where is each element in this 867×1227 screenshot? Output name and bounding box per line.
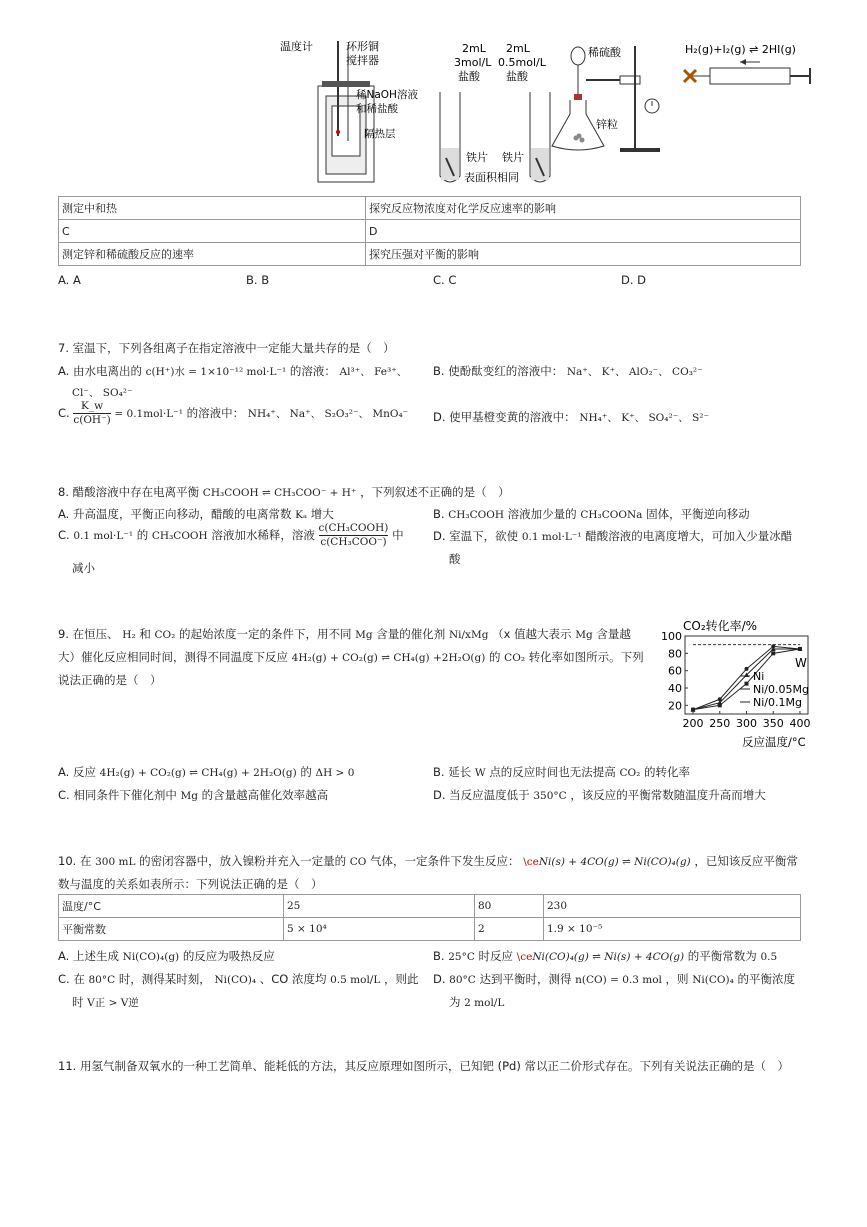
- option-math: 350°C: [533, 790, 567, 802]
- q7-option-d[interactable]: [433, 409, 709, 425]
- option-text: D. 室温下，欲使: [433, 529, 519, 543]
- stem-equation: 4H₂(g) + CO₂(g) ⇌ CH₄(g) +2H₂O(g): [291, 652, 486, 664]
- table-cell: 探究反应物浓度对化学反应速率的影响: [366, 197, 801, 220]
- option-text: D. 使甲基橙变黄的溶液中：: [433, 410, 576, 424]
- y-tick-label: 100: [661, 630, 682, 643]
- option-text: 增大: [310, 507, 334, 521]
- option-text: 时，测得某时刻，: [118, 972, 211, 986]
- x-axis-label: 反应温度/°C: [742, 735, 806, 749]
- label-iron-left: 铁片: [466, 151, 488, 164]
- stem-text: ，下列叙述不正确的是（ ）: [360, 485, 510, 499]
- test-tubes-figure: [440, 92, 550, 182]
- legend-label: Ni/0.1Mg: [753, 696, 802, 709]
- option-math: 80°C: [88, 974, 116, 986]
- stem-text: 含量的催化剂: [376, 627, 446, 641]
- table-header-cell: 温度/°C: [59, 895, 284, 918]
- q8-option-d-line2: 酸: [449, 552, 461, 566]
- option-ions: NH₄⁺、 K⁺、 SO₄²⁻、 S²⁻: [579, 412, 710, 424]
- q7-option-a[interactable]: [58, 363, 407, 379]
- option-chem: Ni(CO)₄: [214, 974, 257, 986]
- q6-table: [58, 196, 801, 266]
- option-chem: Mg: [180, 790, 198, 802]
- option-chem: CH₃COOH: [151, 530, 208, 542]
- fraction: [319, 522, 389, 549]
- label-area-note: 表面积相同: [464, 171, 519, 184]
- table-cell: 测定中和热: [59, 197, 366, 220]
- data-point: [745, 682, 749, 686]
- label-left-acid: 盐酸: [458, 70, 480, 83]
- stem-chem: H₂: [122, 629, 136, 641]
- stem-text: 9. 在恒压、: [58, 627, 119, 641]
- q8-option-a[interactable]: [58, 506, 334, 522]
- stem-chem: Mg: [355, 629, 373, 641]
- x-tick-label: 200: [682, 717, 704, 730]
- data-point: [798, 647, 802, 651]
- legend-label: Ni/0.05Mg: [753, 683, 809, 696]
- table-cell: C: [59, 220, 366, 243]
- q8-stem: [58, 484, 510, 500]
- q6-option-a[interactable]: A. A: [58, 273, 81, 287]
- option-equation: 4H₂(g) + CO₂(g) ⇌ CH₄(g) + 2H₂O(g): [99, 767, 297, 779]
- table-row: [59, 220, 801, 243]
- q9-option-c[interactable]: [58, 787, 328, 803]
- stem-math: 300 mL: [95, 856, 136, 868]
- option-math: = 0.1mol·L⁻¹: [114, 408, 183, 420]
- option-chem: CH₃COONa: [580, 509, 643, 521]
- fraction-denominator: c(CH₃COO⁻): [320, 536, 387, 548]
- q8-option-b[interactable]: [433, 506, 750, 522]
- y-tick-label: 80: [668, 647, 682, 661]
- q6-option-c[interactable]: C. C: [433, 273, 457, 287]
- q10-option-d-line2: [449, 994, 504, 1010]
- option-text: B. 延长: [433, 765, 472, 779]
- stem-chem: CO: [349, 856, 367, 868]
- label-solution-2: 和稀盐酸: [356, 103, 398, 115]
- option-text: 时: [72, 995, 84, 1009]
- option-math: V正 > V逆: [87, 997, 139, 1009]
- data-point: [771, 644, 775, 648]
- table-cell: 探究压强对平衡的影响: [366, 243, 801, 266]
- option-math: c(H⁺)水 = 1×10⁻¹² mol·L⁻¹: [145, 366, 287, 378]
- option-text: 的: [300, 765, 312, 779]
- fraction-numerator: c(CH₃COOH): [318, 522, 389, 534]
- stem-equation: Ni(s) + 4CO(g) ⇌ Ni(CO)₄(g): [538, 856, 691, 868]
- option-latex-prefix: \ce: [516, 951, 533, 963]
- chart-title: CO₂转化率/%: [683, 619, 758, 633]
- stem-text: 的起始浓度一定的条件下，用不同: [179, 627, 352, 641]
- q9-stem-line1: [58, 626, 631, 642]
- q10-stem-line1: [58, 853, 798, 869]
- q9-option-a[interactable]: [58, 764, 354, 780]
- x-tick-label: 250: [709, 717, 731, 730]
- option-text: B. 使酚酞变红的溶液中：: [433, 364, 564, 378]
- stem-text: 转化率如图所示。下列: [528, 650, 644, 664]
- fraction-denominator: c(OH⁻): [73, 414, 111, 426]
- option-math: 0.5 mol/L: [330, 974, 381, 986]
- option-text: 的反应为吸热反应: [182, 949, 275, 963]
- data-point: [745, 667, 749, 671]
- stem-text: 10. 在: [58, 854, 92, 868]
- option-label: C.: [58, 406, 70, 420]
- label-left-conc: 3mol/L: [454, 56, 492, 69]
- option-math: ΔH > 0: [315, 767, 355, 779]
- label-zinc: 锌粒: [596, 118, 618, 131]
- option-text: ，则: [665, 972, 689, 986]
- label-equilibrium-eq: H₂(g)+I₂(g) ⇌ 2HI(g): [685, 43, 796, 56]
- option-chem: Ni(CO)₄: [692, 974, 734, 986]
- label-iron-right: 铁片: [502, 151, 524, 164]
- q10-option-b[interactable]: [433, 948, 777, 964]
- annotation-w: W: [795, 656, 807, 670]
- option-text: D. 当反应温度低于: [433, 788, 530, 802]
- option-chem: Ni(CO)₄(g): [122, 951, 180, 963]
- option-text: A. 由水电离出的: [58, 364, 142, 378]
- table-header-cell: 80: [475, 895, 544, 918]
- co2-conversion-chart: [650, 616, 820, 751]
- q9-stem-line3: 说法正确的是（ ）: [58, 673, 162, 687]
- q9-option-d[interactable]: [433, 787, 766, 803]
- option-text: 、CO 浓度均: [259, 972, 327, 986]
- q10-option-c[interactable]: [58, 971, 418, 987]
- label-right-acid: 盐酸: [506, 70, 528, 83]
- option-text: ，该反应的平衡常数随温度升高而增大: [570, 788, 766, 802]
- syringe-figure: [684, 59, 810, 84]
- option-text: 达到平衡时，测得: [479, 972, 572, 986]
- option-ions: Al³⁺、 Fe³⁺、: [339, 366, 408, 378]
- stem-text: 大）催化反应相同时间，测得不同温度下反应: [58, 650, 288, 664]
- option-text: 的: [136, 528, 149, 542]
- option-label: D.: [433, 972, 446, 986]
- option-text: 的平衡常数为: [687, 949, 757, 963]
- data-point: [718, 697, 722, 701]
- y-tick-label: 20: [668, 699, 682, 713]
- stem-text: 和: [139, 627, 151, 641]
- x-tick-label: 400: [789, 717, 811, 730]
- option-ions: Na⁺、 K⁺、 AlO₂⁻、 CO₃²⁻: [566, 366, 703, 378]
- option-text: 时反应: [478, 949, 514, 963]
- option-text: 的转化率: [643, 765, 690, 779]
- table-cell: 1.9 × 10⁻⁵: [544, 918, 801, 941]
- stem-text: ，已知该反应平衡常: [694, 854, 798, 868]
- data-point: [771, 651, 775, 655]
- option-text: 固体，平衡逆向移动: [646, 507, 750, 521]
- option-math: Kₐ: [295, 509, 308, 521]
- q7-option-b[interactable]: [433, 363, 703, 379]
- label-stirrer-1: 环形铜: [346, 40, 379, 53]
- stem-text: 含量越: [596, 627, 631, 641]
- y-tick-label: 60: [668, 664, 682, 678]
- option-math: 80°C: [449, 974, 476, 986]
- q8-option-c[interactable]: [58, 522, 404, 549]
- q8-option-d[interactable]: [433, 528, 792, 544]
- option-text: 溶液加水稀释，溶液: [211, 528, 315, 542]
- q10-option-a[interactable]: [58, 948, 275, 964]
- option-text: A. 升高温度，平衡正向移动，醋酸的电离常数: [58, 507, 292, 521]
- option-text: 点的反应时间也无法提高: [489, 765, 616, 779]
- x-tick-label: 350: [762, 717, 784, 730]
- label-acid: 稀硫酸: [588, 46, 621, 59]
- option-text: A. 反应: [58, 765, 96, 779]
- stem-chem: CO₂: [154, 629, 176, 641]
- table-cell: 5 × 10⁴: [284, 918, 475, 941]
- stem-latex-prefix: \ce: [523, 856, 539, 868]
- label-stirrer-2: 搅拌器: [346, 54, 379, 67]
- q6-option-b[interactable]: B. B: [246, 273, 270, 287]
- stem-text: 的: [489, 650, 501, 664]
- option-math: 0.5: [760, 951, 778, 963]
- option-ions: NH₄⁺、 Na⁺、 S₂O₃²⁻、 MnO₄⁻: [247, 408, 409, 420]
- q6-option-d[interactable]: D. D: [621, 273, 647, 287]
- label-solution-1: 稀NaOH溶液: [356, 89, 418, 101]
- stem-text: 的密闭容器中，放入镍粉并充入一定量的: [139, 854, 347, 868]
- option-label: B.: [433, 507, 445, 521]
- label-thermometer: 温度计: [280, 40, 313, 53]
- table-row: [59, 197, 801, 220]
- option-text: ，则此: [383, 972, 419, 986]
- option-text: 溶液加少量的: [507, 507, 577, 521]
- table-header-cell: 25: [284, 895, 475, 918]
- q7-option-a-line2: Cl⁻、 SO₄²⁻: [72, 387, 133, 399]
- table-row: [59, 918, 801, 941]
- stem-text: 8. 醋酸溶液中存在电离平衡: [58, 485, 200, 499]
- y-tick-label: 40: [668, 682, 682, 695]
- option-text: 的溶液中：: [186, 406, 245, 420]
- option-text: 中: [392, 528, 404, 542]
- option-chem: CO₂: [619, 767, 641, 779]
- table-cell: 2: [475, 918, 544, 941]
- label-left-vol: 2mL: [462, 42, 486, 55]
- fraction: [73, 400, 110, 427]
- table-cell: 测定锌和稀硫酸反应的速率: [59, 243, 366, 266]
- option-text: 的溶液：: [289, 364, 336, 378]
- option-text: C. 相同条件下催化剂中: [58, 788, 177, 802]
- label-insulation: 隔热层: [364, 128, 396, 140]
- flask-figure: [552, 46, 660, 152]
- stem-chem: CO₂: [504, 652, 526, 664]
- apparatus-figures: [280, 36, 820, 194]
- stem-chem: Mg: [575, 629, 593, 641]
- stem-equation: CH₃COOH ⇌ CH₃COO⁻ + H⁺: [202, 487, 357, 499]
- table-cell: 平衡常数: [59, 918, 284, 941]
- table-header-cell: 230: [544, 895, 801, 918]
- q10-option-d[interactable]: [433, 971, 795, 987]
- option-text: A. 上述生成: [58, 949, 119, 963]
- option-text: C. 在: [58, 972, 85, 986]
- q9-stem-line2: [58, 649, 644, 665]
- option-label: B.: [433, 949, 445, 963]
- fraction-numerator: K_w: [73, 400, 110, 414]
- q11-stem: 11. 用氢气制备双氧水的一种工艺简单、能耗低的方法，其反应原理如图所示，已知钯 (Pd) 常以正二价形式存在。下列有关说法正确的是（ ）: [58, 1059, 789, 1073]
- option-text: 的含量越高催化效率越高: [201, 788, 329, 802]
- x-tick-label: 300: [736, 717, 757, 730]
- q10-option-c-line2: [72, 994, 139, 1010]
- option-chem: CH₃COOH: [448, 509, 505, 521]
- option-equation: Ni(CO)₄(g) ⇌ Ni(s) + 4CO(g): [532, 951, 685, 963]
- table-cell: D: [366, 220, 801, 243]
- option-math: W: [474, 767, 486, 779]
- q9-option-b[interactable]: [433, 764, 690, 780]
- q8-option-c-line2: 减小: [72, 561, 95, 575]
- stem-text: 气体，一定条件下发生反应：: [370, 854, 520, 868]
- option-math: 0.1 mol·L⁻¹: [521, 531, 582, 543]
- option-math: n(CO) = 0.3 mol: [575, 974, 662, 986]
- legend-label: Ni: [753, 670, 765, 683]
- q7-option-c[interactable]: [58, 400, 408, 427]
- stem-chem: Ni/xMg: [448, 629, 489, 641]
- option-math: 0.1 mol·L⁻¹: [73, 530, 134, 542]
- option-text: 的平衡浓度: [737, 972, 795, 986]
- label-right-vol: 2mL: [506, 42, 530, 55]
- option-text: 醋酸溶液的电离度增大，可加入少量冰醋: [585, 529, 793, 543]
- option-math: 2 mol/L: [464, 997, 505, 1009]
- stem-text: （x 值越大表示: [492, 627, 572, 641]
- option-math: 25°C: [448, 951, 475, 963]
- option-text: 为: [449, 995, 461, 1009]
- table-row: [59, 243, 801, 266]
- option-label: C.: [58, 528, 70, 542]
- data-point: [691, 708, 695, 712]
- table-row: [59, 895, 801, 918]
- label-right-conc: 0.5mol/L: [498, 56, 546, 69]
- q10-stem-line2: 数与温度的关系如表所示：下列说法正确的是（ ）: [58, 877, 323, 891]
- q10-table: [58, 894, 801, 941]
- q7-stem: 7. 室温下，下列各组离子在指定溶液中一定能大量共存的是（ ）: [58, 341, 395, 355]
